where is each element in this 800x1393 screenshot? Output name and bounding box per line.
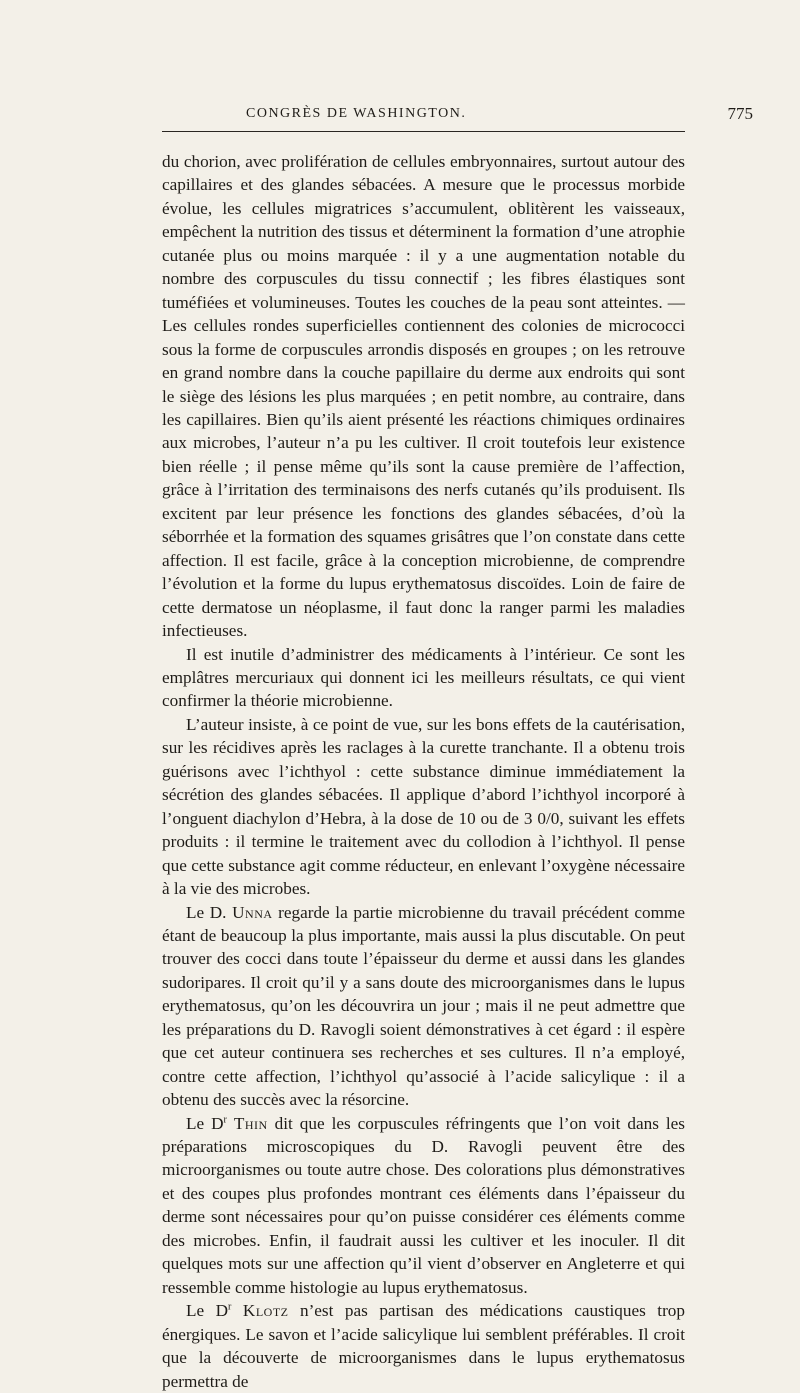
paragraph bbox=[162, 901, 685, 1112]
paragraph-text: regarde la partie microbienne du travail précédent comme étant de beaucoup la plus importante, mais aussi la plus discutable. On peut trouver des cocci dans toute l’épaisseur du derme et aussi dans les glandes sudoripares. Il croit qu’il y a sans doute des microorganismes dans le lupus erythematosus, qu’on les découvrira un jour ; mais il ne peut admettre que les préparations du D. Ravogli soient démonstratives à cet égard : il espère que cet auteur continuera ses recherches et ses cultures. Il n’a employé, contre cette affection, l’ichthyol qu’associé à l’acide salicylique : il a obtenu des succès avec la résorcine. bbox=[162, 902, 685, 1110]
paragraph bbox=[162, 150, 685, 643]
person-name: Unna bbox=[232, 902, 273, 922]
title-superscript: r bbox=[228, 1301, 232, 1313]
header-rule bbox=[162, 131, 685, 132]
paragraph-text: du chorion, avec prolifération de cellules embryonnaires, surtout autour des capillaires et des glandes sébacées. A mesure que le processus morbide évolue, les cellules migratrices s’accumulent, oblitèrent les vaisseaux, empêchent la nutrition des tissus et déterminent la formation d’une atrophie cutanée plus ou moins marquée : il y a une augmentation notable du nombre des corpuscules du tissu connectif ; les fibres élastiques sont tuméfiées et volumineuses. Toutes les couches de la peau sont atteintes. — Les cellules rondes superficielles contiennent des colonies de micrococci sous la forme de corpuscules arrondis disposés en groupes ; on les retrouve en grand nombre dans la couche papillaire du derme aux endroits qui sont le siège des lésions les plus marquées ; en petit nombre, au contraire, dans les capillaires. Bien qu’ils aient présenté les réactions chimiques ordinaires aux microbes, l’auteur n’a pu les cultiver. Il croit toutefois leur existence bien réelle ; il pense même qu’ils sont la cause première de l’affection, grâce à l’irritation des terminaisons des nerfs cutanés qu’ils produisent. Ils excitent par leur présence les fonctions des glandes sébacées, d’où la séborrhée et la formation des squames grisâtres que l’on constate dans cette affection. Il est facile, grâce à la conception microbienne, de comprendre l’évolution et la forme du lupus erythematosus discoïdes. Loin de faire de cette dermatose un néoplasme, il faut donc la ranger parmi les maladies infectieuses. bbox=[162, 152, 685, 641]
page-number: 775 bbox=[727, 104, 753, 123]
paragraph-lead: Le D bbox=[186, 1301, 229, 1321]
paragraph bbox=[162, 643, 685, 713]
paragraph-text: Il est inutile d’administrer des médicaments à l’intérieur. Ce sont les emplâtres mercuriaux qui donnent ici les meilleurs résultats, ce qui vient confirmer la théorie microbienne. bbox=[162, 644, 685, 711]
paragraph-lead: Le D bbox=[186, 1113, 224, 1133]
page-header bbox=[160, 104, 760, 126]
body-text bbox=[162, 150, 685, 1393]
paragraph bbox=[162, 713, 685, 901]
person-name: Klotz bbox=[242, 1301, 289, 1321]
paragraph bbox=[162, 1112, 685, 1300]
paragraph-text: n’est pas partisan des médications caustiques trop énergiques. Le savon et l’acide salicylique lui semblent préférables. Il croit que la découverte de microorganismes dans le lupus erythematosus permettra de bbox=[162, 1301, 685, 1391]
person-name: Thin bbox=[233, 1113, 268, 1133]
paragraph-text: L’auteur insiste, à ce point de vue, sur les bons effets de la cautérisation, sur les récidives après les raclages à la curette tranchante. Il a obtenu trois guérisons avec l’ichthyol : cette substance diminue immédiatement la sécrétion des glandes sébacées. Il applique d’abord l’ichthyol incorporé à l’onguent diachylon d’Hebra, à la dose de 10 ou de 3 0/0, suivant les effets produits : il termine le traitement avec du collodion à l’ichthyol. Il pense que cette substance agit comme réducteur, en enlevant l’oxygène nécessaire à la vie des microbes. bbox=[162, 714, 685, 899]
paragraph-text: dit que les corpuscules réfringents que l’on voit dans les préparations microscopiques du D. Ravogli peuvent être des microorganismes ou toute autre chose. Des colorations plus démonstratives et des coupes plus profondes montrant ces éléments dans l’épaisseur du derme sont nécessaires pour qu’on puisse considérer ces éléments comme des microbes. Enfin, il faudrait aussi les cultiver et les inoculer. Il dit quelques mots sur une affection qu’il vient d’observer en Angleterre et qui ressemble comme histologie au lupus erythematosus. bbox=[162, 1113, 685, 1297]
paragraph-lead: Le D. bbox=[186, 902, 233, 922]
title-superscript: r bbox=[223, 1113, 227, 1125]
running-title: CONGRÈS DE WASHINGTON. bbox=[246, 106, 467, 121]
paragraph bbox=[162, 1299, 685, 1393]
